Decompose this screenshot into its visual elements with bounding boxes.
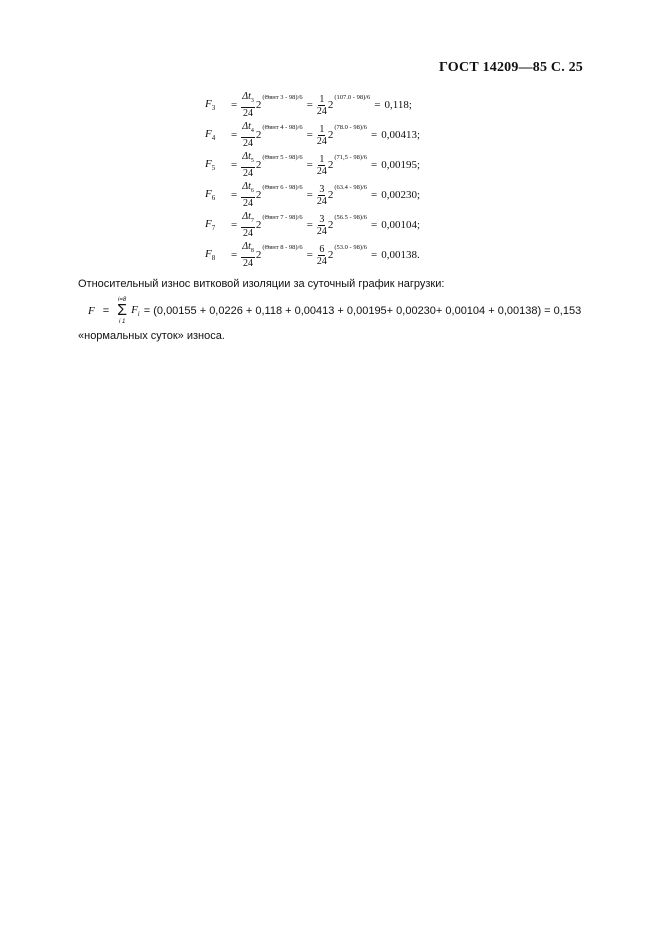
sigma-lower: i 1 (118, 319, 126, 325)
power-term-numeric: 2 (56.5 - 98)/6 (327, 214, 368, 231)
equals-sign: = (371, 219, 378, 231)
equals-sign: = (306, 159, 313, 171)
equation-value: 0,00195; (381, 159, 421, 171)
equals-sign: = (371, 249, 378, 261)
power-term-numeric: 2 (78.0 - 98)/6 (327, 124, 368, 141)
delta-fraction: $\frac{\Delta t_4}{24}$ (242, 121, 254, 149)
equation-row (205, 240, 420, 270)
equations-block (205, 90, 420, 270)
coef-fraction: $\frac{1}{24}$ (316, 93, 327, 117)
equation-lhs: $F_8$ (205, 247, 216, 263)
closing-text: «нормальных суток» износа. (78, 330, 225, 342)
delta-fraction: $\frac{\Delta t_6}{24}$ (242, 181, 254, 209)
equation-row (205, 150, 420, 180)
coef-fraction: $\frac{1}{24}$ (316, 153, 327, 177)
delta-fraction: $\frac{\Delta t_5}{24}$ (242, 151, 254, 179)
sum-caption: Относительный износ витковой изоляции за суточный график нагрузки: (78, 278, 445, 290)
coef-fraction: $\frac{3}{24}$ (316, 213, 327, 237)
equation-value: 0,00104; (381, 219, 421, 231)
equals-sign: = (231, 99, 238, 111)
power-term-symbolic: 2 (Θвнт 5 - 98)/6 (255, 154, 303, 171)
equals-sign: = (306, 99, 313, 111)
delta-fraction: $\frac{\Delta t_8}{24}$ (242, 241, 254, 269)
equation-row (205, 120, 420, 150)
power-term-numeric: 2 (107.0 - 98)/6 (327, 94, 371, 111)
equation-value: 0,00138. (381, 249, 420, 261)
equals-sign: = (231, 219, 238, 231)
delta-fraction: $\frac{\Delta t_3}{24}$ (242, 91, 254, 119)
power-term-symbolic: 2 (Θвнт 6 - 98)/6 (255, 184, 303, 201)
delta-fraction: $\frac{\Delta t_7}{24}$ (242, 211, 254, 239)
equation-lhs: $F_5$ (205, 157, 216, 173)
coef-fraction: $\frac{1}{24}$ (316, 123, 327, 147)
equals-sign: = (306, 219, 313, 231)
sigma-upper: i=8 (118, 297, 127, 303)
power-term-symbolic: 2 (Θвнт 4 - 98)/6 (255, 124, 303, 141)
equals-sign: = (306, 129, 313, 141)
equation-lhs: $F_3$ (205, 97, 216, 113)
equation-value: 0,00413; (381, 129, 421, 141)
equation-row (205, 210, 420, 240)
equation-lhs: $F_7$ (205, 217, 216, 233)
equals-sign: = (374, 99, 381, 111)
sigma-operator (117, 296, 127, 326)
sum-equals: = (102, 305, 110, 317)
power-term-numeric: 2 (71,5 - 98)/6 (327, 154, 368, 171)
equals-sign: = (231, 249, 238, 261)
sum-term: $F_i$ (131, 303, 140, 319)
sum-expression: = (0,00155 + 0,0226 + 0,118 + 0,00413 + 0,00195+ 0,00230+ 0,00104 + 0,00138) = 0,153 (143, 305, 582, 317)
equals-sign: = (306, 249, 313, 261)
sum-lhs: F (88, 305, 95, 317)
sigma-symbol: Σ (117, 302, 128, 319)
power-term-symbolic: 2 (Θвнт 3 - 98)/6 (255, 94, 303, 111)
equals-sign: = (371, 189, 378, 201)
coef-fraction: $\frac{6}{24}$ (316, 243, 327, 267)
equals-sign: = (231, 159, 238, 171)
coef-fraction: $\frac{3}{24}$ (316, 183, 327, 207)
power-term-symbolic: 2 (Θвнт 7 - 98)/6 (255, 214, 303, 231)
equals-sign: = (306, 189, 313, 201)
sum-formula (88, 296, 581, 326)
power-term-numeric: 2 (63.4 - 98)/6 (327, 184, 368, 201)
page-header: ГОСТ 14209—85 С. 25 (439, 60, 583, 75)
power-term-symbolic: 2 (Θвнт 8 - 98)/6 (255, 244, 303, 261)
equals-sign: = (231, 189, 238, 201)
equation-value: 0,118; (384, 99, 412, 111)
equation-lhs: $F_6$ (205, 187, 216, 203)
power-term-numeric: 2 (53.0 - 98)/6 (327, 244, 368, 261)
equation-lhs: $F_4$ (205, 127, 216, 143)
equals-sign: = (371, 159, 378, 171)
equals-sign: = (231, 129, 238, 141)
equation-row (205, 180, 420, 210)
equals-sign: = (371, 129, 378, 141)
equation-row (205, 90, 420, 120)
equation-value: 0,00230; (381, 189, 421, 201)
